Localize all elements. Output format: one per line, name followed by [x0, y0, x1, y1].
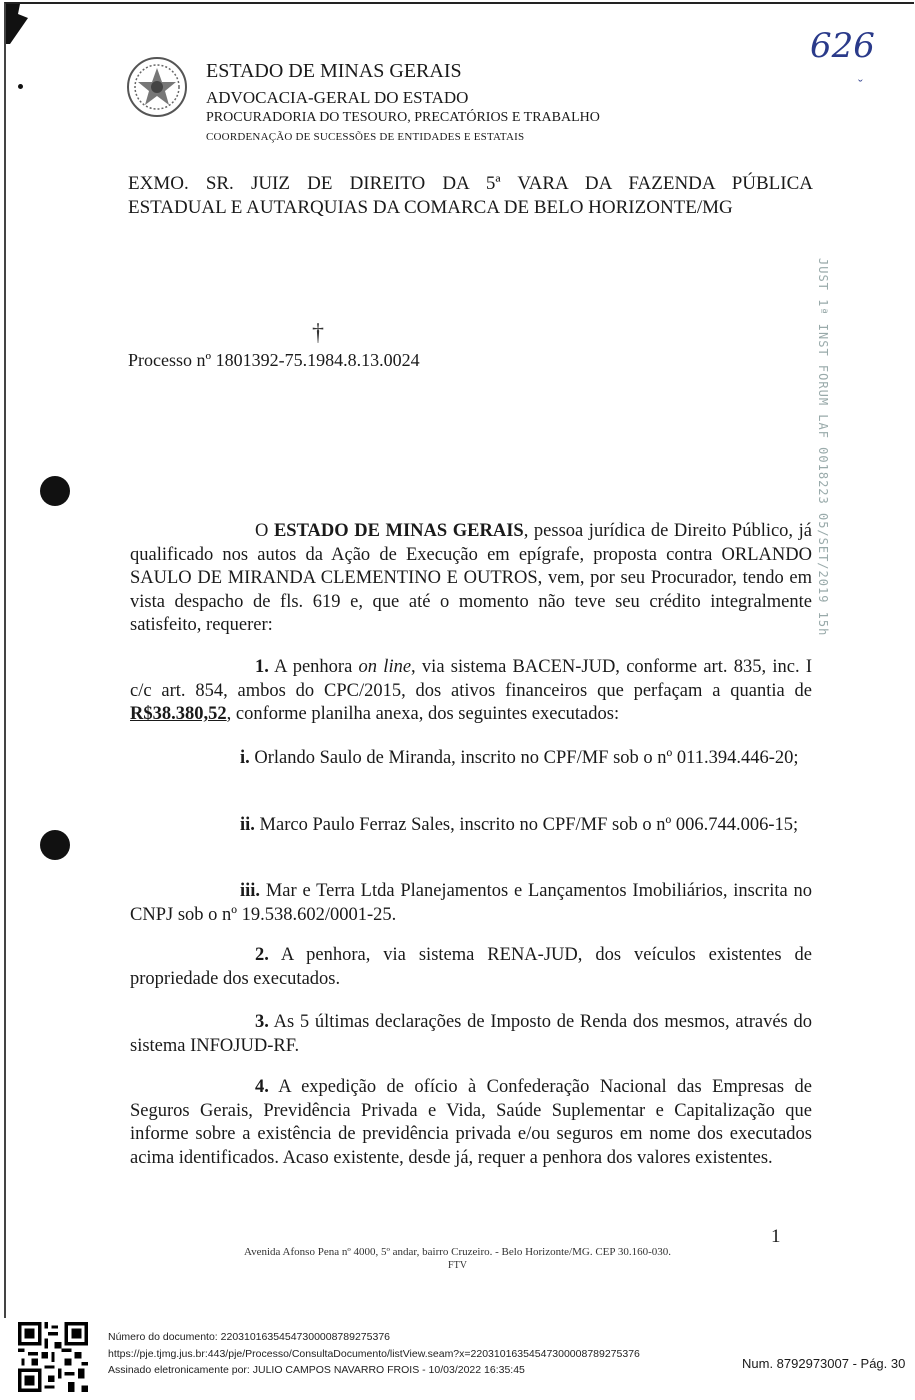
sub-item-iii-text: Mar e Terra Ltda Planejamentos e Lançamentos Imobiliários, inscrita no CNPJ sob o nº 19.538.602/0001-25.: [130, 881, 812, 925]
intro-prefix: O: [255, 521, 274, 541]
state-coat-of-arms-icon: [126, 56, 188, 118]
signature-info: Assinado eletronicamente por: JULIO CAMPOS NAVARRO FROIS - 10/03/2022 16:35:45: [108, 1364, 525, 1376]
qr-code-icon: [18, 1322, 88, 1392]
header-agency: ADVOCACIA-GERAL DO ESTADO: [206, 88, 469, 107]
item-1-text-a: A penhora: [268, 657, 359, 677]
corner-fold-mark: [6, 4, 28, 44]
intro-paragraph: [130, 520, 812, 638]
sub-item-i-num: i.: [240, 748, 250, 768]
item-4: [130, 1076, 812, 1170]
item-3: [130, 1011, 812, 1058]
item-1-text-b: , via sistema BACEN-JUD, conforme art. 835, inc. I c/c art. 854, ambos do CPC/2015, dos ativos financeiros que perfaçam a quantia de: [130, 657, 812, 701]
intro-bold: ESTADO DE MINAS GERAIS: [273, 521, 524, 541]
document-num-page: Num. 8792973007 - Pág. 30: [742, 1356, 906, 1371]
page-number: 1: [771, 1226, 781, 1247]
sub-item-ii-num: ii.: [240, 815, 255, 835]
header-state: ESTADO DE MINAS GERAIS: [206, 60, 462, 82]
item-1-amount: R$38.380,52: [130, 704, 227, 724]
sub-item-i: [130, 747, 812, 771]
handwritten-mark: ˇ: [858, 78, 863, 93]
document-number: Número do documento: 22031016354547300008789275376: [108, 1331, 390, 1343]
item-1-italic: on line: [358, 657, 412, 677]
intro-text: , pessoa jurídica de Direito Público, já qualificado nos autos da Ação de Execução em epígrafe, proposta contra ORLANDO SAULO DE MIRANDA CLEMENTINO E OUTROS, vem, por seu Procurador, tendo em vista despacho de fls. 619 e, que até o momento não teve seu crédito integralmente satisfeito, requerer:: [130, 521, 812, 635]
header-coordination: COORDENAÇÃO DE SUCESSÕES DE ENTIDADES E ESTATAIS: [206, 131, 525, 143]
addressee-line-2: ESTADUAL E AUTARQUIAS DA COMARCA DE BELO HORIZONTE/MG: [128, 197, 733, 218]
item-3-num: 3.: [255, 1012, 269, 1032]
sub-item-iii-num: iii.: [240, 881, 261, 901]
punch-hole-bottom: [40, 830, 70, 860]
sub-item-ii-text: Marco Paulo Ferraz Sales, inscrito no CPF/MF sob o nº 006.744.006-15;: [254, 815, 799, 835]
speck: [18, 84, 23, 89]
sub-item-i-text: Orlando Saulo de Miranda, inscrito no CPF/MF sob o nº 011.394.446-20;: [249, 748, 799, 768]
handwritten-page-number: 626: [810, 26, 875, 66]
item-4-text: A expedição de ofício à Confederação Nacional das Empresas de Seguros Gerais, Previdência Privada e Vida, Saúde Suplementar e Capitalização que informe sobre a existência de previdência privada e/ou seguros em nome dos executados acima identificados. Acaso existente, desde já, requer a penhora dos valores existentes.: [130, 1077, 812, 1168]
item-1-num: 1.: [255, 657, 269, 677]
item-1: [130, 656, 812, 727]
sub-item-ii: [130, 814, 812, 838]
item-3-text: As 5 últimas declarações de Imposto de Renda dos mesmos, através do sistema INFOJUD-RF.: [130, 1012, 812, 1056]
item-4-num: 4.: [255, 1077, 269, 1097]
header-department: PROCURADORIA DO TESOURO, PRECATÓRIOS E TRABALHO: [206, 110, 600, 125]
item-2-text: A penhora, via sistema RENA-JUD, dos veículos existentes de propriedade dos executados.: [130, 945, 812, 989]
document-url[interactable]: https://pje.tjmg.jus.br:443/pje/Processo/ConsultaDocumento/listView.seam?x=22031016354547300008789275376: [108, 1348, 640, 1360]
handwritten-cross: †: [312, 320, 324, 346]
item-2-num: 2.: [255, 945, 269, 965]
process-number: Processo nº 1801392-75.1984.8.13.0024: [128, 350, 420, 370]
footer-initials: FTV: [448, 1260, 467, 1271]
footer-address: Avenida Afonso Pena nº 4000, 5º andar, bairro Cruzeiro. - Belo Horizonte/MG. CEP 30.160-030.: [243, 1246, 672, 1258]
sub-item-iii: [130, 880, 812, 927]
item-1-text-c: , conforme planilha anexa, dos seguintes executados:: [226, 704, 620, 724]
item-2: [130, 944, 812, 991]
protocol-stamp: JUST 1ª INST FORUM LAF 0018223 05/SET/2019 15h: [816, 258, 830, 637]
punch-hole-top: [40, 476, 70, 506]
addressee-line-1: EXMO. SR. JUIZ DE DIREITO DA 5ª VARA DA FAZENDA PÚBLICA: [128, 173, 813, 194]
